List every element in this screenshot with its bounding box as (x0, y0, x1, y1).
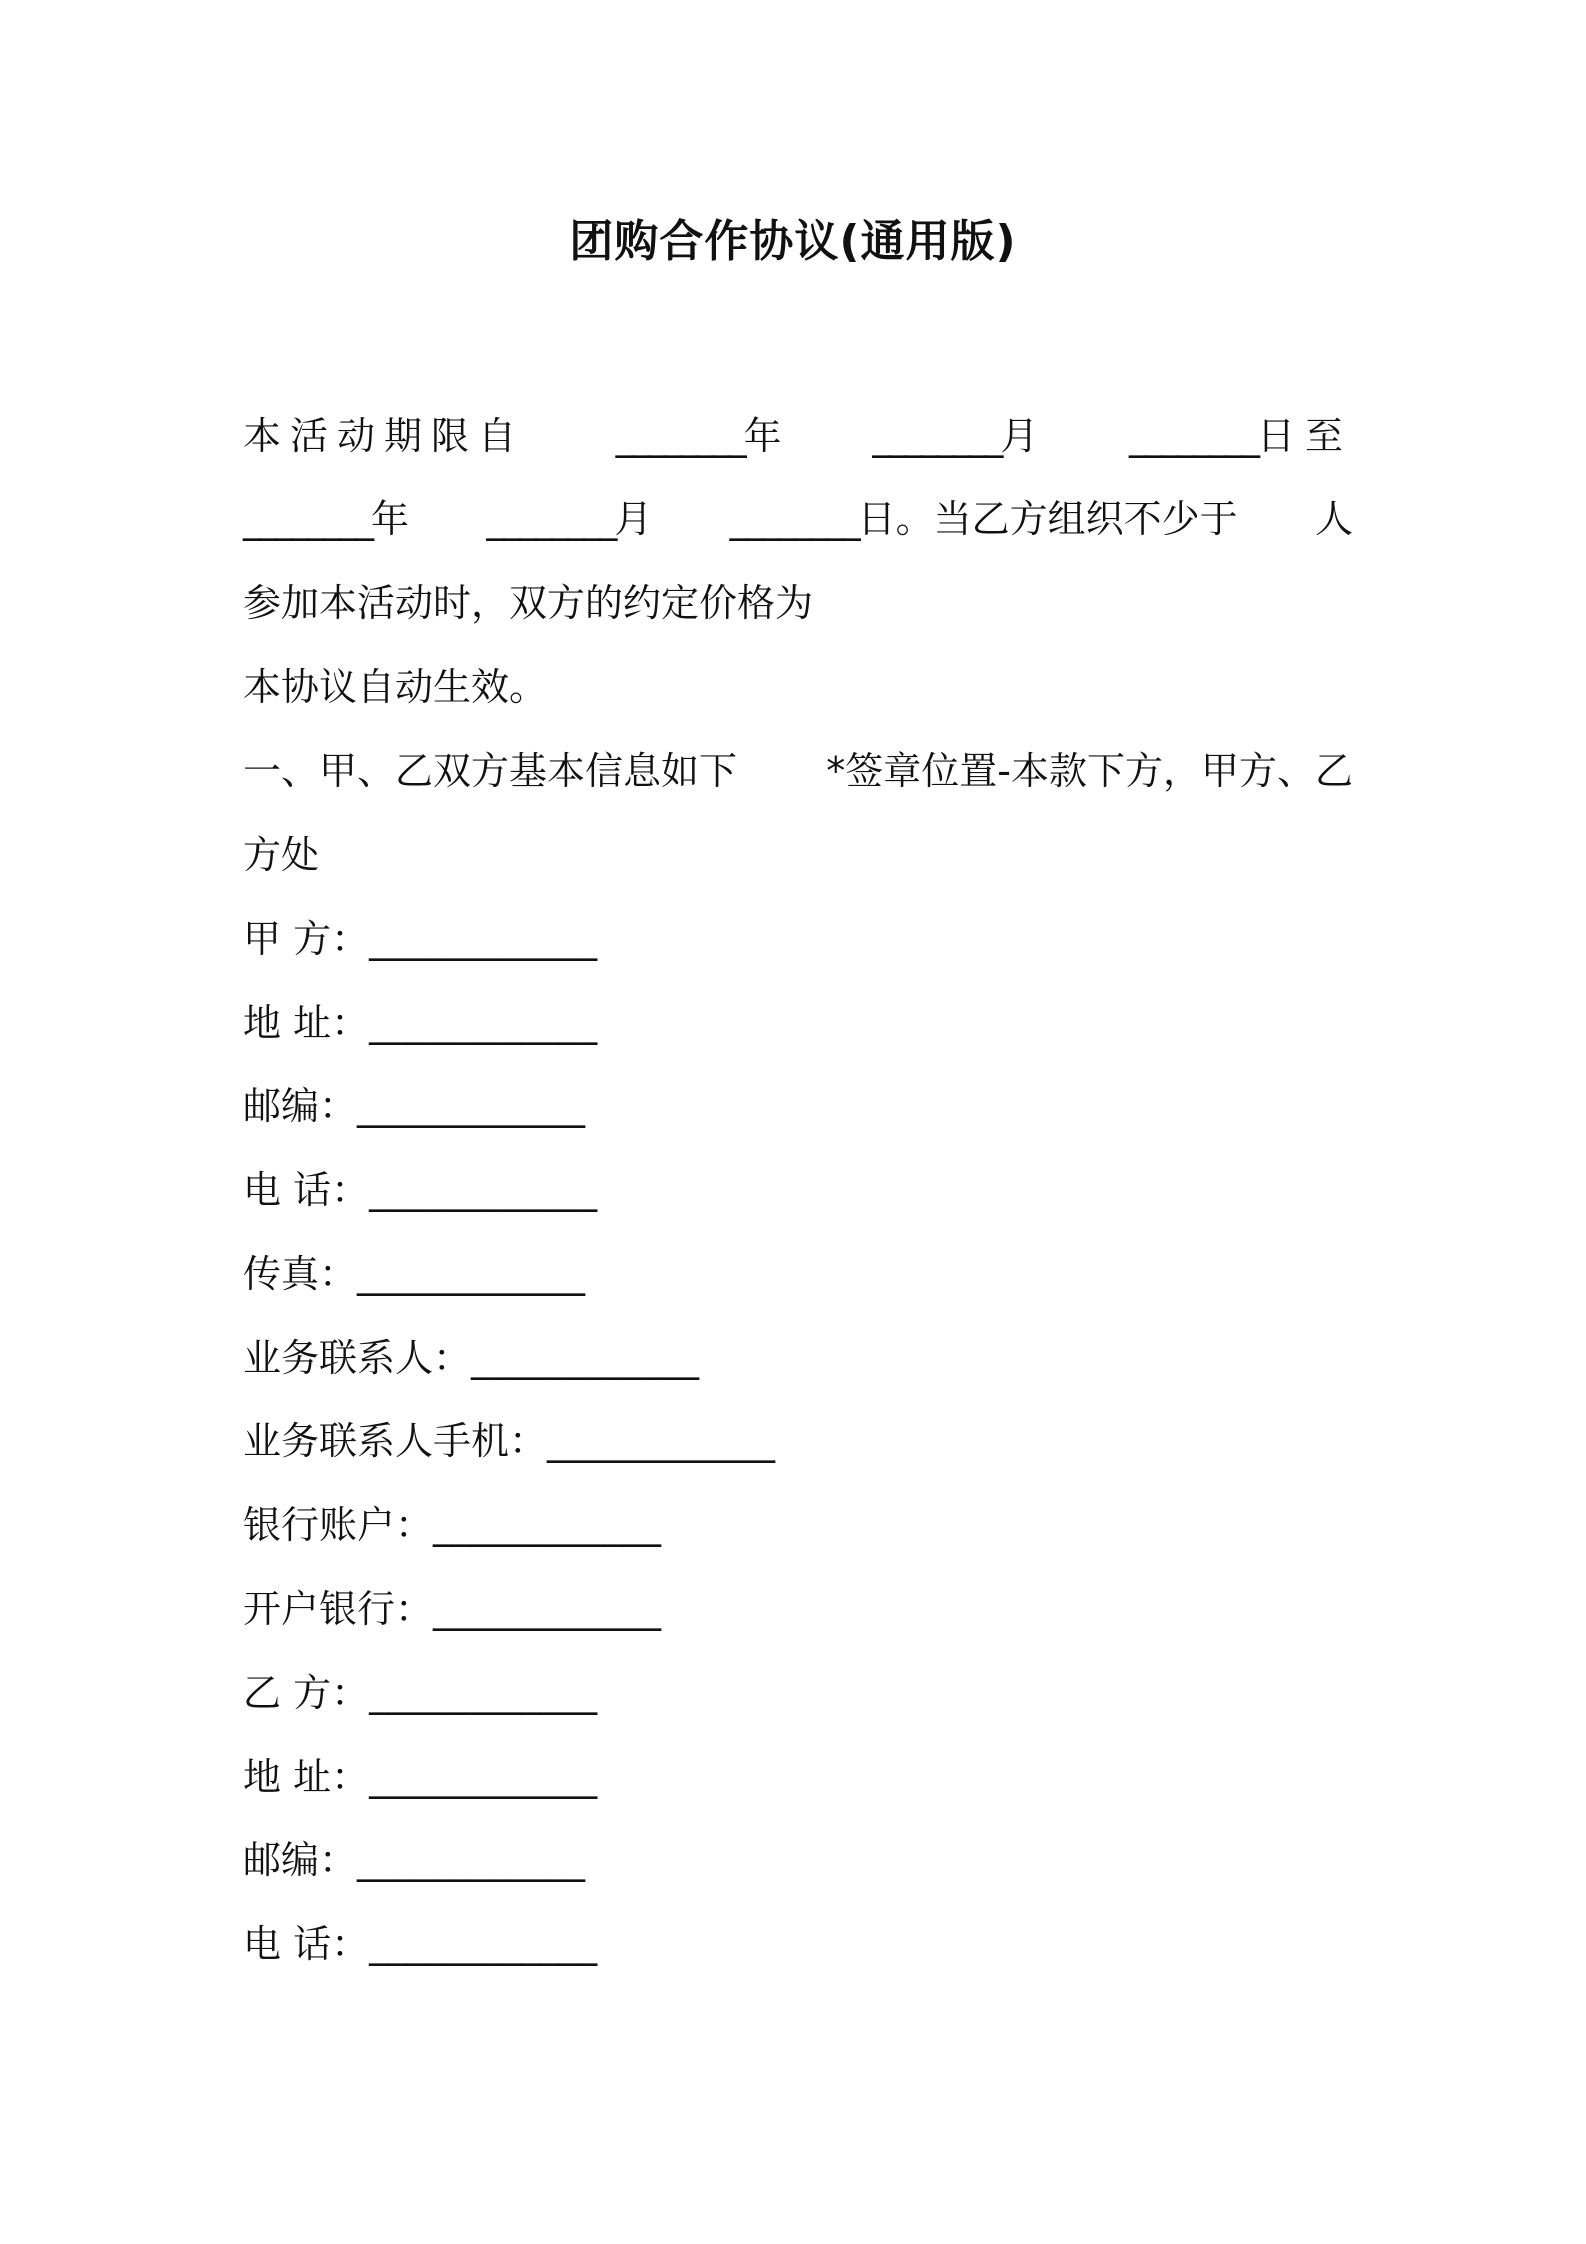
section-1-heading (243, 743, 1353, 799)
intro-blank-year-start: ________年 (615, 414, 782, 458)
intro-blank-year-end: ________年 (243, 497, 410, 541)
party-b-phone-field: 电 话：____________ (243, 1922, 598, 1966)
intro-blank-day-end: ________日。当乙方组织不少于 (729, 497, 1238, 541)
intro-blank-month-start: ________月 (872, 414, 1039, 458)
party-a-fax-field: 传真：____________ (243, 1252, 586, 1296)
party-b-address-field: 地 址：____________ (243, 1755, 598, 1799)
party-b-postcode-field: 邮编：____________ (243, 1838, 586, 1882)
section-1-heading-cont: 方处 (243, 833, 320, 877)
party-a-contact-field: 业务联系人：____________ (243, 1336, 700, 1380)
intro-line-1 (243, 408, 1353, 464)
party-b-name-field: 乙 方：____________ (243, 1671, 598, 1715)
section-1-heading-a: 一、甲、乙双方基本信息如下 (243, 749, 738, 793)
intro-prefix: 本活动期限自 (243, 414, 526, 458)
party-a-bank-account-field: 银行账户：____________ (243, 1503, 662, 1547)
party-a-name-field: 甲 方：____________ (243, 917, 598, 961)
intro-blank-month-end: ________月 (486, 497, 653, 541)
document-title: 团购合作协议(通用版) (569, 216, 1017, 267)
party-a-bank-field: 开户银行：____________ (243, 1587, 662, 1631)
intro-blank-day-start: ________日至 (1128, 414, 1353, 458)
party-a-address-field: 地 址：____________ (243, 1001, 598, 1045)
party-a-postcode-field: 邮编：____________ (243, 1084, 586, 1128)
intro-line-4: 本协议自动生效。 (243, 665, 548, 709)
intro-line-3: 参加本活动时，双方的约定价格为 (243, 581, 814, 625)
intro-line-2 (243, 491, 1353, 547)
intro-person: 人 (1314, 497, 1353, 541)
party-a-phone-field: 电 话：____________ (243, 1168, 598, 1212)
party-a-contact-mobile-field: 业务联系人手机：____________ (243, 1419, 776, 1463)
section-1-heading-b: *签章位置-本款下方，甲方、乙 (826, 749, 1353, 793)
